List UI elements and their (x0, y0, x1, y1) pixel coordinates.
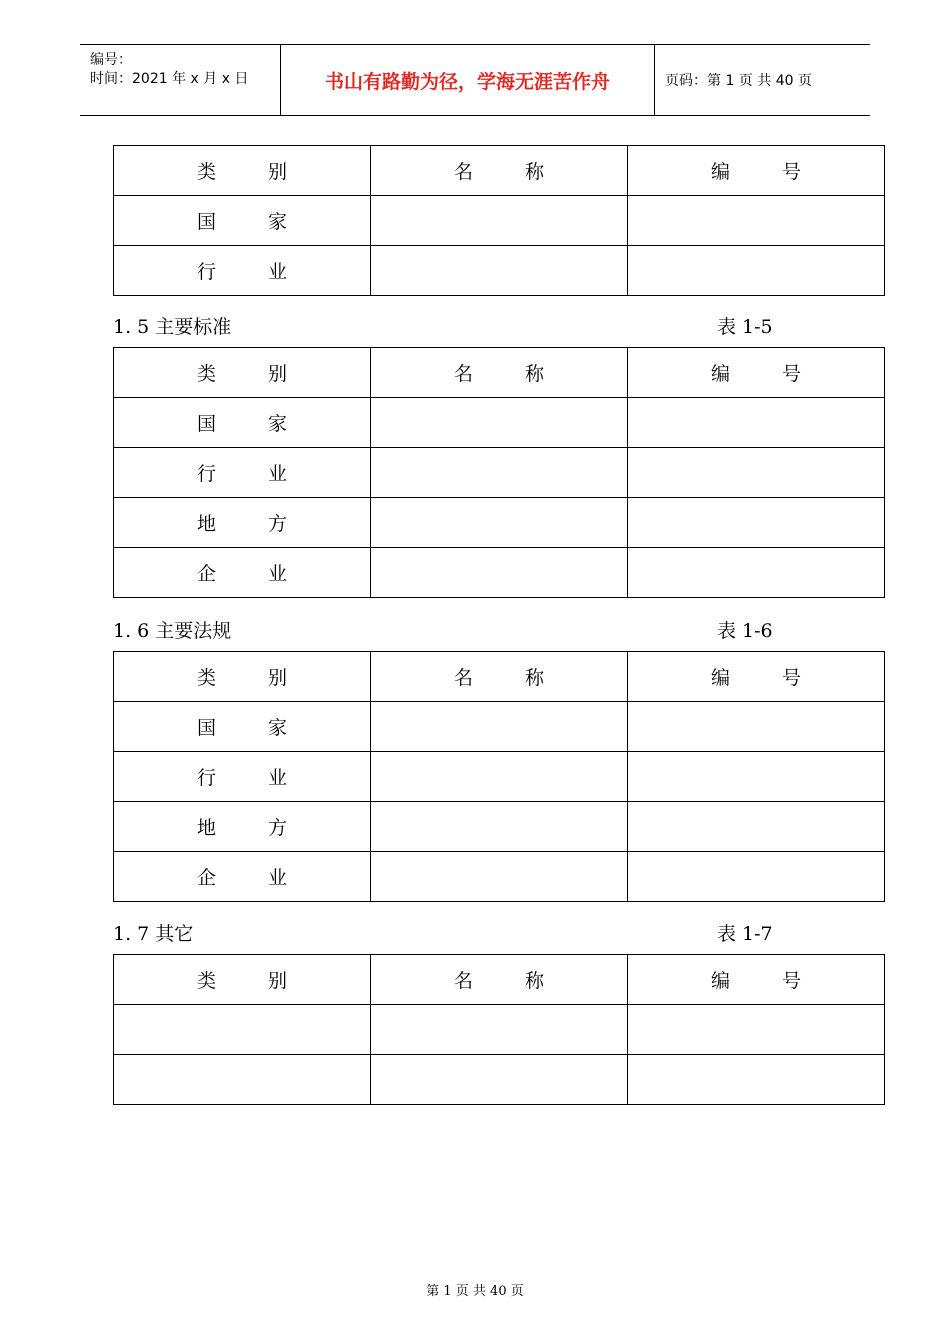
row-name-cell (371, 398, 628, 448)
table-header-row (114, 652, 885, 702)
table-row (114, 1005, 885, 1055)
col-name (371, 348, 628, 398)
cell-label (197, 207, 287, 234)
cell-label-char: 别 (268, 161, 288, 183)
page-footer: 第 1 页 共 40 页 (426, 1284, 524, 1299)
row-number-cell (628, 752, 885, 802)
col-number (628, 146, 885, 196)
row-number-cell (628, 1005, 885, 1055)
row-name-cell (371, 548, 628, 598)
table-row (114, 548, 885, 598)
col-number (628, 955, 885, 1005)
table-row (114, 1055, 885, 1105)
table-1-7 (113, 954, 885, 1105)
cell-label-char: 号 (782, 363, 802, 385)
row-category (114, 702, 371, 752)
cell-label (197, 763, 287, 790)
cell-label-char: 类 (196, 161, 216, 183)
cell-label (711, 157, 801, 184)
cell-label (454, 359, 544, 386)
table-row (114, 448, 885, 498)
cell-label-char: 名 (453, 970, 473, 992)
col-name (371, 652, 628, 702)
row-category (114, 752, 371, 802)
cell-label-char: 业 (268, 767, 288, 789)
table-row (114, 498, 885, 548)
cell-label (197, 559, 287, 586)
cell-label (197, 459, 287, 486)
row-name-cell (371, 1005, 628, 1055)
table-row (114, 802, 885, 852)
row-name-cell (371, 498, 628, 548)
row-number-cell (628, 852, 885, 902)
table-header-row (114, 348, 885, 398)
col-number (628, 348, 885, 398)
row-number-cell (628, 196, 885, 246)
col-category (114, 652, 371, 702)
row-number-cell (628, 448, 885, 498)
row-number-cell (628, 702, 885, 752)
cell-label-char: 类 (196, 363, 216, 385)
row-category (114, 1055, 371, 1105)
cell-label-char: 方 (268, 817, 288, 839)
cell-label (197, 813, 287, 840)
header-page-label: 页码：第 1 页 共 40 页 (665, 73, 812, 89)
row-category (114, 196, 371, 246)
cell-label (197, 663, 287, 690)
row-number-cell (628, 498, 885, 548)
cell-label-char: 国 (196, 717, 216, 739)
cell-label (197, 966, 287, 993)
section-title-1-6: 1. 6 主要法规 (113, 620, 232, 642)
cell-label-char: 别 (268, 667, 288, 689)
table-1-5-wrapper (113, 347, 885, 598)
cell-label (197, 863, 287, 890)
table-number-1-5: 表 1-5 (717, 316, 773, 338)
row-category (114, 852, 371, 902)
row-number-cell (628, 246, 885, 296)
header-motto: 书山有路勤为径，学海无涯苦作舟 (281, 45, 655, 115)
table-row (114, 246, 885, 296)
row-name-cell (371, 1055, 628, 1105)
cell-label-char: 别 (268, 970, 288, 992)
cell-label (197, 157, 287, 184)
row-category (114, 398, 371, 448)
row-number-cell (628, 398, 885, 448)
cell-label-char: 类 (196, 970, 216, 992)
table-number-1-7: 表 1-7 (717, 923, 773, 945)
cell-label-char: 编 (710, 161, 730, 183)
cell-label-char: 业 (268, 261, 288, 283)
cell-label-char: 称 (525, 667, 545, 689)
cell-label-char: 家 (268, 413, 288, 435)
cell-label-char: 编 (710, 667, 730, 689)
cell-label (197, 409, 287, 436)
section-title-1-5: 1. 5 主要标准 (113, 316, 232, 338)
col-name (371, 955, 628, 1005)
cell-label-char: 号 (782, 161, 802, 183)
row-name-cell (371, 752, 628, 802)
cell-label (454, 966, 544, 993)
row-number-cell (628, 1055, 885, 1105)
cell-label-char: 国 (196, 413, 216, 435)
cell-label-char: 编 (710, 970, 730, 992)
cell-label (197, 713, 287, 740)
row-category (114, 246, 371, 296)
row-number-cell (628, 802, 885, 852)
row-category (114, 548, 371, 598)
cell-label-char: 国 (196, 211, 216, 233)
cell-label-char: 名 (453, 363, 473, 385)
cell-label (711, 966, 801, 993)
cell-label-char: 方 (268, 513, 288, 535)
cell-label-char: 名 (453, 667, 473, 689)
table-1-7-wrapper (113, 954, 885, 1105)
col-category (114, 146, 371, 196)
time-label: 时间：2021 年 x 月 x 日 (90, 71, 249, 87)
table-row (114, 398, 885, 448)
row-category (114, 802, 371, 852)
cell-label-char: 企 (196, 563, 216, 585)
col-name (371, 146, 628, 196)
cell-label-char: 称 (525, 970, 545, 992)
table-header-row (114, 955, 885, 1005)
section-title-1-7: 1. 7 其它 (113, 923, 194, 945)
cell-label-char: 名 (453, 161, 473, 183)
cell-label-char: 称 (525, 363, 545, 385)
table-row (114, 752, 885, 802)
cell-label (454, 157, 544, 184)
table-number-1-6: 表 1-6 (717, 620, 773, 642)
table-a (113, 145, 885, 296)
cell-label-char: 称 (525, 161, 545, 183)
cell-label (711, 663, 801, 690)
cell-label-char: 号 (782, 667, 802, 689)
cell-label-char: 企 (196, 867, 216, 889)
document-header (80, 44, 870, 116)
row-name-cell (371, 702, 628, 752)
row-category (114, 1005, 371, 1055)
cell-label-char: 号 (782, 970, 802, 992)
table-1-6 (113, 651, 885, 902)
table-row (114, 196, 885, 246)
table-1-6-wrapper (113, 651, 885, 902)
row-category (114, 498, 371, 548)
cell-label-char: 类 (196, 667, 216, 689)
row-name-cell (371, 196, 628, 246)
cell-label (197, 509, 287, 536)
table-1-5 (113, 347, 885, 598)
col-category (114, 348, 371, 398)
col-category (114, 955, 371, 1005)
cell-label (711, 359, 801, 386)
cell-label-char: 业 (268, 463, 288, 485)
row-category (114, 448, 371, 498)
row-name-cell (371, 802, 628, 852)
header-meta (80, 45, 281, 115)
cell-label-char: 行 (196, 767, 216, 789)
table-row (114, 852, 885, 902)
row-name-cell (371, 246, 628, 296)
table-header-row (114, 146, 885, 196)
cell-label-char: 地 (196, 817, 216, 839)
cell-label-char: 业 (268, 867, 288, 889)
cell-label-char: 地 (196, 513, 216, 535)
cell-label-char: 家 (268, 211, 288, 233)
cell-label-char: 别 (268, 363, 288, 385)
cell-label-char: 行 (196, 463, 216, 485)
row-number-cell (628, 548, 885, 598)
table-continued (113, 145, 885, 296)
number-label: 编号： (90, 52, 132, 68)
cell-label (197, 359, 287, 386)
row-name-cell (371, 852, 628, 902)
cell-label (454, 663, 544, 690)
row-name-cell (371, 448, 628, 498)
col-number (628, 652, 885, 702)
cell-label (197, 257, 287, 284)
cell-label-char: 业 (268, 563, 288, 585)
cell-label-char: 家 (268, 717, 288, 739)
table-row (114, 702, 885, 752)
cell-label-char: 编 (710, 363, 730, 385)
cell-label-char: 行 (196, 261, 216, 283)
